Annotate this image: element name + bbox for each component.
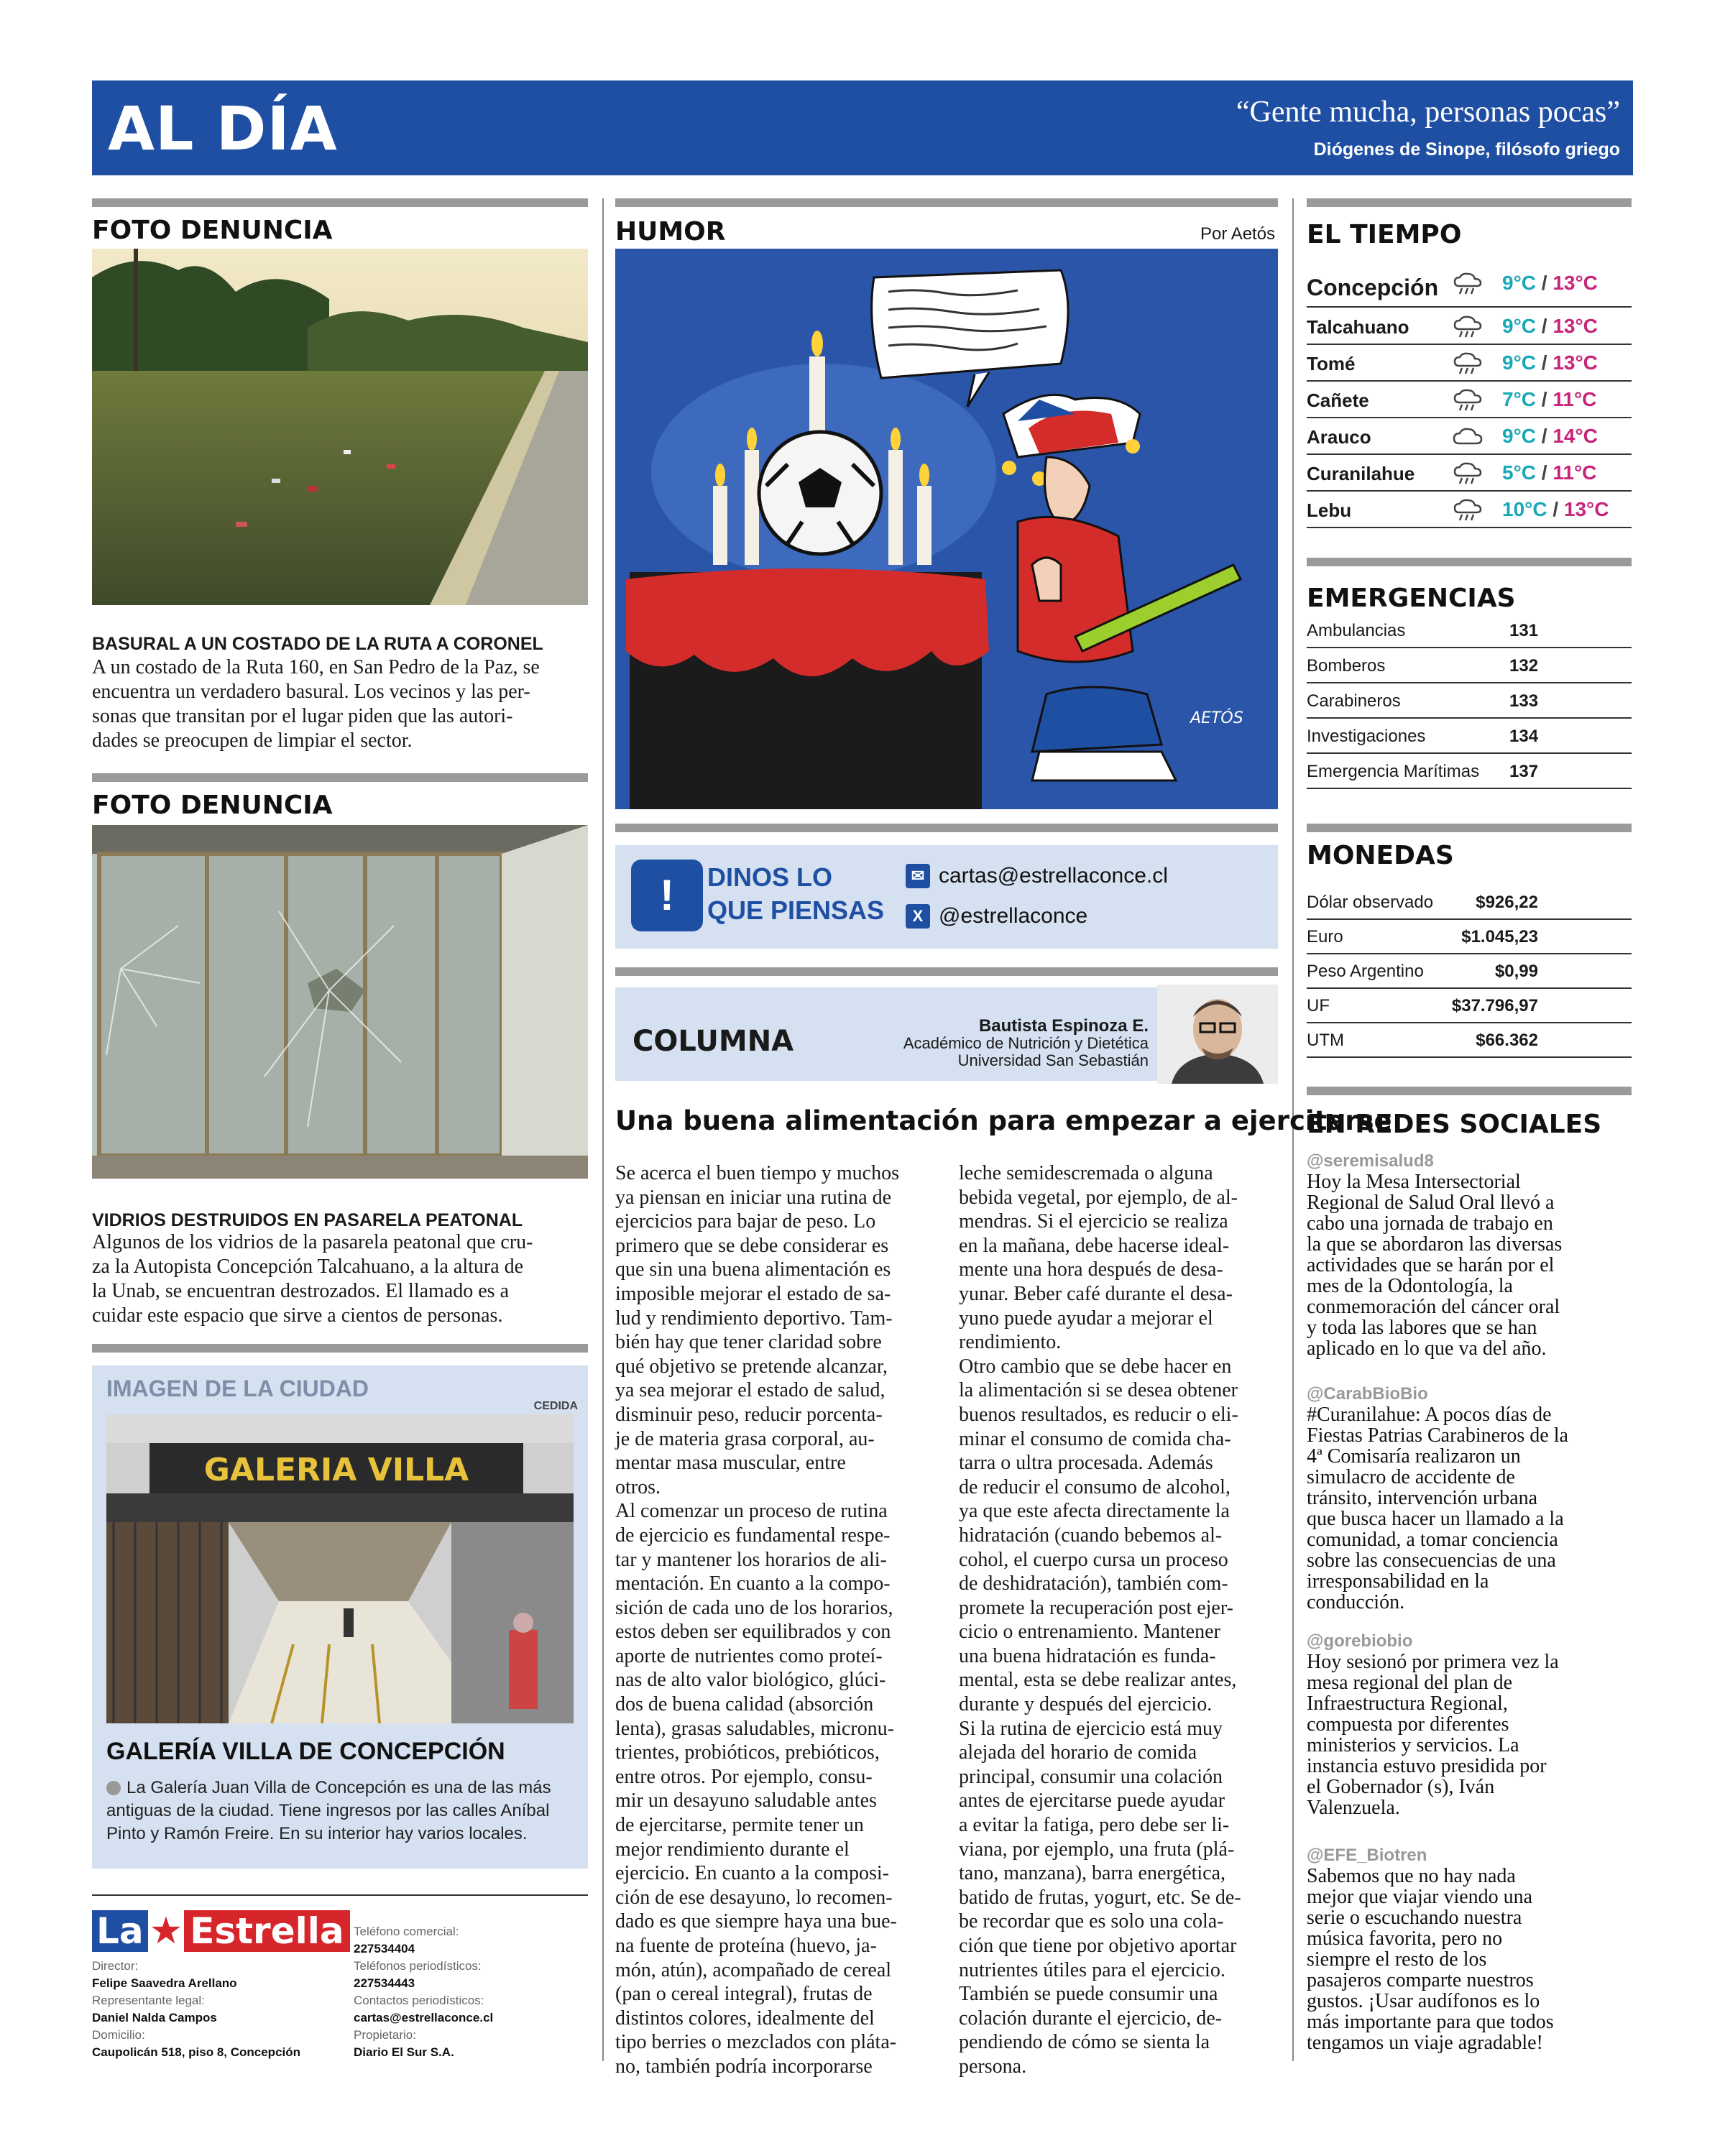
article-line: be recordar que es solo una cola- [959,1910,1224,1933]
post-handle[interactable]: @seremisalud8 [1307,1151,1434,1171]
temp-separator: / [1536,272,1553,294]
section-rule [1307,824,1632,832]
currency-name: Dólar observado [1307,893,1434,912]
rain-icon [1452,272,1484,296]
article-line: de ejercicio es fundamental respe- [615,1524,891,1547]
article-line: de ejercitarse, permite tener un [615,1814,864,1837]
article-line: rendimiento. [959,1331,1062,1354]
article-line: ya que este afecta directamente la [959,1500,1230,1523]
imagen-de-la-ciudad [92,1365,588,1869]
article-line: trientes, probióticos, prebióticos, [615,1741,880,1764]
post-line: la que se abordaron las diversas [1307,1233,1563,1256]
emergency-number: 134 [1509,727,1539,746]
weather-city: Arauco [1307,426,1371,448]
temp-min: 5°C [1502,461,1536,484]
emergency-row [1307,684,1632,719]
article-line: tarra o ultra procesada. Además [959,1452,1213,1475]
redes-title: EN REDES SOCIALES [1307,1110,1602,1139]
article-line: mendras. Si el ejercicio se realiza [959,1210,1228,1233]
section-header [92,80,1633,175]
article-line: ya sea mejorar el estado de salud, [615,1379,886,1402]
imprint-left [92,1958,300,2061]
weather-row [1307,419,1632,455]
rain-icon [1452,315,1484,339]
mail-icon: ✉ [906,864,930,888]
post-line: pasajeros comparte nuestros [1307,1969,1534,1991]
section-rule [615,824,1278,832]
article-line: mentar masa muscular, entre [615,1452,846,1475]
imprint-right [354,1923,493,2061]
temp-separator: / [1536,388,1553,410]
bullet-dot [106,1781,121,1795]
monedas-title: MONEDAS [1307,841,1454,870]
currency-value: $37.796,97 [1451,996,1538,1015]
article-line: món, atún), acompañado de cereal [615,1958,892,1981]
post-line: más importante para que todos [1307,2011,1554,2033]
post-line: Regional de Salud Oral llevó a [1307,1192,1555,1214]
article-line: alejada del horario de comida [959,1741,1197,1764]
currency-row [1307,989,1632,1023]
temp-min: 9°C [1502,315,1536,337]
post-line: conducción. [1307,1591,1405,1613]
article-line: a evitar la fatiga, pero debe ser li- [959,1814,1230,1837]
article-line: de deshidratación), también com- [959,1572,1228,1595]
temp-separator: / [1536,425,1553,447]
article-line: Si la rutina de ejercicio está muy [959,1717,1223,1740]
imprint-key: Teléfonos periodísticos: [354,1959,482,1973]
post-line: comunidad, a tomar conciencia [1307,1529,1558,1551]
imprint-value: Felipe Saavedra Arellano [92,1976,237,1990]
article-line: principal, consumir una colación [959,1765,1223,1788]
humor-cartoon [615,249,1278,809]
article-line: lenta), grasas saludables, micronu- [615,1717,894,1740]
photo-vidrios [92,825,588,1179]
post-line: 4ª Comisaría realizaron un [1307,1445,1521,1468]
article-line: cohol, el cuerpo cursa un proceso [959,1548,1228,1571]
article-line: imposible mejorar el estado de sa- [615,1282,891,1305]
article-line: Al comenzar un proceso de rutina [615,1500,888,1523]
temp-separator: / [1536,461,1553,484]
rain-icon [1452,461,1484,486]
caption-line: A un costado de la Ruta 160, en San Pedro de la Paz, se [92,656,540,678]
x-contact[interactable] [906,904,1087,929]
imprint-value: Diario El Sur S.A. [354,2045,454,2059]
columna-author [903,1018,1149,1069]
emergencias-title: EMERGENCIAS [1307,584,1516,613]
article-line: promete la recuperación post ejer- [959,1596,1233,1619]
photo-basural [92,249,588,605]
currency-value: $1.045,23 [1461,927,1538,946]
article-line: persona. [959,2055,1027,2078]
section-rule [92,773,588,782]
author-role: Académico de Nutrición y Dietética [903,1034,1149,1052]
foto-denuncia-title: FOTO DENUNCIA [92,791,333,820]
photo-credit: CEDIDA [533,1400,578,1412]
post-line: ministerios y servicios. La [1307,1734,1519,1756]
post-handle[interactable]: @CarabBioBio [1307,1384,1428,1404]
imprint-value: Daniel Nalda Campos [92,2011,217,2024]
post-line: tengamos un viaje agradable! [1307,2032,1543,2054]
article-line: hidratación (cuando bebemos al- [959,1524,1223,1547]
contact-cta [707,861,901,927]
logo-estrella: Estrella [184,1910,349,1952]
caption-line: dades se preocupen de limpiar el sector. [92,729,413,752]
social-link[interactable]: @estrellaconce [939,904,1088,928]
x-icon: X [906,904,930,929]
temp-separator: / [1547,498,1564,520]
author-name: Bautista Espinoza E. [978,1016,1149,1036]
post-line: siempre el resto de los [1307,1948,1487,1971]
imprint-key: Representante legal: [92,1994,205,2007]
city-photo-caption [106,1777,574,1846]
currency-value: $0,99 [1494,962,1538,981]
post-line: tránsito, intervención urbana [1307,1487,1538,1509]
article-line: distintos colores, idealmente del [615,2007,875,2030]
article-column-1 [615,1161,934,2079]
currency-row [1307,885,1632,920]
post-line: Infraestructura Regional, [1307,1692,1508,1715]
imprint-value: 227534404 [354,1942,415,1955]
emergency-number: 131 [1509,621,1539,640]
weather-row [1307,346,1632,382]
article-line: batido de frutas, yogurt, etc. Se de- [959,1886,1241,1909]
caption-line: Pinto y Ramón Freire. En su interior hay varios locales. [106,1824,528,1843]
foto-denuncia-title: FOTO DENUNCIA [92,216,333,245]
contact-box [615,845,1278,949]
post-line: Hoy sesionó por primera vez la [1307,1651,1559,1673]
emergency-service: Ambulancias [1307,621,1406,640]
post-line: serie o escuchando nuestra [1307,1907,1522,1929]
article-line: aporte de nutrientes como proteí- [615,1644,883,1667]
imprint-key: Director: [92,1959,139,1973]
article-line: minar el consumo de comida cha- [959,1427,1231,1450]
article-line: Se acerca el buen tiempo y muchos [615,1162,899,1184]
currency-row [1307,954,1632,989]
article-line: que sin una buena alimentación es [615,1258,891,1281]
emergency-row [1307,755,1632,789]
post-handle[interactable]: @gorebiobio [1307,1631,1413,1651]
article-line: bién hay que tener claridad sobre [615,1331,882,1354]
section-rule [615,967,1278,976]
caption-line: antiguas de la ciudad. Tiene ingresos por las calles Aníbal [106,1801,550,1820]
post-line: compuesta por diferentes [1307,1713,1509,1736]
social-post [1307,1151,1632,1359]
article-line: una buena hidratación es funda- [959,1644,1216,1667]
article-column-2 [959,1161,1278,2079]
temp-max: 13°C [1552,351,1598,374]
logo-la: La [92,1910,148,1952]
post-line: Valenzuela. [1307,1797,1400,1819]
post-line: conmemoración del cáncer oral [1307,1296,1560,1318]
post-line: que busca hacer un llamado a la [1307,1508,1564,1530]
article-line: dos de buena calidad (absorción [615,1693,874,1716]
post-line: cabo una jornada de trabajo en [1307,1212,1553,1235]
article-line: mejor rendimiento durante el [615,1838,850,1861]
post-line: mejor que viajar viendo una [1307,1886,1533,1908]
post-handle[interactable]: @EFE_Biotren [1307,1846,1427,1865]
caption-line: Algunos de los vidrios de la pasarela peatonal que cru- [92,1231,533,1253]
temp-separator: / [1536,351,1553,374]
columna-header [615,987,1278,1081]
temp-max: 11°C [1552,388,1597,410]
article-line: Otro cambio que se debe hacer en [959,1355,1232,1378]
article-line: ejercicios para bajar de peso. Lo [615,1210,876,1233]
weather-temps [1502,388,1596,411]
cloud-icon [1452,425,1484,449]
currency-value: $66.362 [1476,1031,1538,1050]
weather-temps [1502,498,1609,521]
rain-icon [1452,388,1484,413]
post-line: gustos. ¡Usar audífonos es lo [1307,1990,1540,2012]
caption-line: cuidar este espacio que sirve a cientos de personas. [92,1304,503,1327]
emergency-row [1307,614,1632,648]
emergency-service: Investigaciones [1307,727,1426,746]
temp-max: 13°C [1552,315,1598,337]
footer-rule [92,1894,588,1896]
article-line: ción de ese desayuno, lo recomen- [615,1886,893,1909]
section-title: AL DÍA [108,93,338,164]
currency-name: Euro [1307,927,1343,946]
article-line: buenos resultados, es reducir o eli- [959,1403,1238,1426]
caption-line: sonas que transitan por el lugar piden que las autori- [92,705,513,727]
post-line: #Curanilahue: A pocos días de [1307,1404,1552,1426]
imprint-value: Caupolicán 518, piso 8, Concepción [92,2045,301,2059]
section-rule [1307,558,1632,566]
temp-max: 13°C [1552,272,1598,294]
photo-caption-headline: VIDRIOS DESTRUIDOS EN PASARELA PEATONAL [92,1210,523,1230]
article-line: nas de alto valor biológico, glúci- [615,1669,886,1692]
post-line: actividades que se harán por el [1307,1254,1555,1276]
article-line: leche semidescremada o alguna [959,1162,1213,1184]
article-line: ya piensan en iniciar una rutina de [615,1186,892,1209]
social-post [1307,1846,1632,2053]
post-line: simulacro de accidente de [1307,1466,1515,1488]
article-line: durante y después del ejercicio. [959,1693,1213,1716]
article-line: cicio o entrenamiento. Mantener [959,1621,1220,1644]
article-line: mental, esta se debe realizar antes, [959,1669,1237,1692]
post-line: música favorita, pero no [1307,1927,1503,1950]
article-line: primero que se debe considerar es [615,1234,889,1257]
emergency-number: 137 [1509,762,1539,781]
article-line: tar y mantener los horarios de ali- [615,1548,887,1571]
weather-temps [1502,351,1598,374]
humor-title: HUMOR [615,217,726,247]
photo-caption [92,1230,588,1328]
post-line: sobre las consecuencias de una [1307,1549,1556,1572]
caption-line: La Galería Juan Villa de Concepción es una de las más [126,1778,551,1797]
cta-line: DINOS LO [707,862,833,892]
imprint-value: cartas@estrellaconce.cl [354,2011,494,2024]
article-line: sición de cada uno de los horarios, [615,1596,893,1619]
imprint-key: Contactos periodísticos: [354,1994,484,2007]
article-line: nutrientes útiles para el ejercicio. [959,1958,1225,1981]
email-contact[interactable] [906,864,1168,888]
article-line: ción que tiene por objetivo aportar [959,1935,1237,1957]
article-line: yunar. Beber café durante el desa- [959,1282,1233,1305]
article-line: bebida vegetal, por ejemplo, de al- [959,1186,1238,1209]
weather-temps [1502,461,1596,484]
article-line: de reducir el consumo de alcohol, [959,1475,1230,1498]
article-line: pendiendo de cómo se sienta la [959,2031,1210,2054]
weather-temps [1502,425,1598,448]
emergency-service: Emergencia Marítimas [1307,762,1480,781]
article-line: colación durante el ejercicio, de- [959,2007,1223,2030]
photo-caption-headline: BASURAL A UN COSTADO DE LA RUTA A CORONEL [92,634,543,654]
author-institution: Universidad San Sebastián [957,1051,1149,1069]
emergency-number: 133 [1509,691,1539,711]
section-rule [615,198,1278,207]
currency-name: Peso Argentino [1307,962,1424,981]
article-line: otros. [615,1475,661,1498]
weather-city: Talcahuano [1307,316,1409,338]
weather-city: Tomé [1307,353,1356,374]
city-photo-title: GALERÍA VILLA DE CONCEPCIÓN [106,1738,505,1765]
article-headline: Una buena alimentación para empezar a ejercitarse [615,1105,1392,1136]
post-line: el Gobernador (s), Iván [1307,1776,1495,1798]
article-line: mente una hora después de desa- [959,1258,1223,1281]
article-line: mentación. En cuanto a la compo- [615,1572,891,1595]
currency-row [1307,1023,1632,1058]
emergency-service: Bomberos [1307,656,1386,676]
currency-value: $926,22 [1476,893,1538,912]
weather-row [1307,309,1632,345]
post-line: mesa regional del plan de [1307,1672,1513,1694]
article-line: ejercicio. En cuanto a la composi- [615,1862,889,1885]
weather-city: Lebu [1307,499,1352,521]
section-rule [92,198,588,207]
header-quote: “Gente mucha, personas pocas” [1236,96,1620,129]
post-line: instancia estuvo presidida por [1307,1755,1547,1777]
weather-city: Cañete [1307,390,1369,411]
caption-line: la Unab, se encuentran destrozados. El llamado es a [92,1280,510,1302]
caption-line: encuentra un verdadero basural. Los vecinos y las per- [92,681,530,703]
rain-icon [1452,351,1484,376]
weather-row [1307,266,1632,308]
imprint-key: Domicilio: [92,2028,145,2042]
emergency-service: Carabineros [1307,691,1401,711]
cartoon-signature: AETÓS [1190,709,1243,727]
humor-byline: Por Aetós [1200,224,1276,244]
article-line: qué objetivo se pretende alcanzar, [615,1355,888,1378]
article-line: tipo berries o mezclados con pláta- [615,2031,897,2054]
section-rule [1307,1087,1632,1095]
photo-galeria-villa [106,1414,574,1723]
imprint-key: Propietario: [354,2028,416,2042]
article-line: la alimentación si se desea obtener [959,1379,1238,1402]
emergency-row [1307,649,1632,683]
temp-max: 13°C [1563,498,1609,520]
post-line: Sabemos que no hay nada [1307,1865,1516,1887]
column-divider [602,198,604,2061]
article-line: dado es que siempre haya una bue- [615,1910,897,1933]
temp-min: 9°C [1502,272,1536,294]
article-line: lud y rendimiento deportivo. Tam- [615,1307,893,1330]
post-line: mes de la Odontología, la [1307,1275,1513,1297]
weather-temps [1502,272,1598,295]
cta-line: QUE PIENSAS [707,895,885,925]
temp-min: 9°C [1502,351,1536,374]
currency-name: UTM [1307,1031,1344,1050]
speech-bubble-icon: ! [631,860,703,931]
post-line: aplicado en lo que va del año. [1307,1337,1547,1360]
photo-caption [92,655,588,753]
article-line: en la mañana, debe hacerse ideal- [959,1234,1230,1257]
post-line: Hoy la Mesa Intersectorial [1307,1171,1521,1193]
article-line: mir un desayuno saludable antes [615,1789,877,1812]
section-rule [1307,198,1632,207]
article-line: yuno puede ayudar a mejorar el [959,1307,1213,1330]
imprint-key: Teléfono comercial: [354,1925,459,1938]
weather-row [1307,456,1632,492]
weather-row [1307,382,1632,418]
caption-line: za la Autopista Concepción Talcahuano, a la altura de [92,1256,524,1278]
galeria-villa-sign: GALERIA VILLA [203,1452,469,1488]
temp-separator: / [1536,315,1553,337]
weather-row [1307,492,1632,528]
emergency-row [1307,719,1632,754]
weather-temps [1502,315,1598,338]
article-line: También se puede consumir una [959,1983,1218,2006]
temp-min: 9°C [1502,425,1536,447]
article-line: tano, manzana), barra energética, [959,1862,1226,1885]
section-rule [92,1344,588,1353]
article-line: entre otros. Por ejemplo, consu- [615,1765,873,1788]
post-line: y toda las labores que se han [1307,1317,1537,1339]
email-link[interactable]: cartas@estrellaconce.cl [939,864,1168,888]
article-line: na fuente de proteína (huevo, ja- [615,1935,877,1957]
article-line: (pan o cereal integral), frutas de [615,1983,873,2006]
article-line: estos deben ser equilibrados y con [615,1621,891,1644]
author-portrait [1157,985,1278,1084]
article-line: je de materia grasa corporal, au- [615,1427,875,1450]
post-line: Fiestas Patrias Carabineros de la [1307,1424,1568,1447]
temp-min: 7°C [1502,388,1536,410]
emergency-number: 132 [1509,656,1539,676]
temp-max: 14°C [1552,425,1598,447]
header-quote-author: Diógenes de Sinope, filósofo griego [1313,139,1620,160]
city-label: IMAGEN DE LA CIUDAD [106,1376,369,1401]
weather-city: Concepción [1307,275,1439,300]
currency-name: UF [1307,996,1330,1015]
imprint-value: 227534443 [354,1976,415,1990]
post-line: irresponsabilidad en la [1307,1570,1489,1593]
weather-city: Curanilahue [1307,463,1415,484]
tiempo-title: EL TIEMPO [1307,220,1462,249]
social-post [1307,1384,1632,1613]
article-line: viana, por ejemplo, una fruta (plá- [959,1838,1235,1861]
currency-row [1307,920,1632,954]
star-icon: ★ [149,1909,183,1953]
temp-max: 11°C [1552,461,1597,484]
article-line: disminuir peso, reducir porcenta- [615,1403,883,1426]
columna-label: COLUMNA [632,1025,794,1058]
article-line: no, también podría incorporarse [615,2055,873,2078]
newspaper-logo [92,1910,350,1952]
article-line: antes de ejercitarse puede ayudar [959,1789,1225,1812]
temp-min: 10°C [1502,498,1547,520]
rain-icon [1452,498,1484,522]
social-post [1307,1631,1632,1818]
